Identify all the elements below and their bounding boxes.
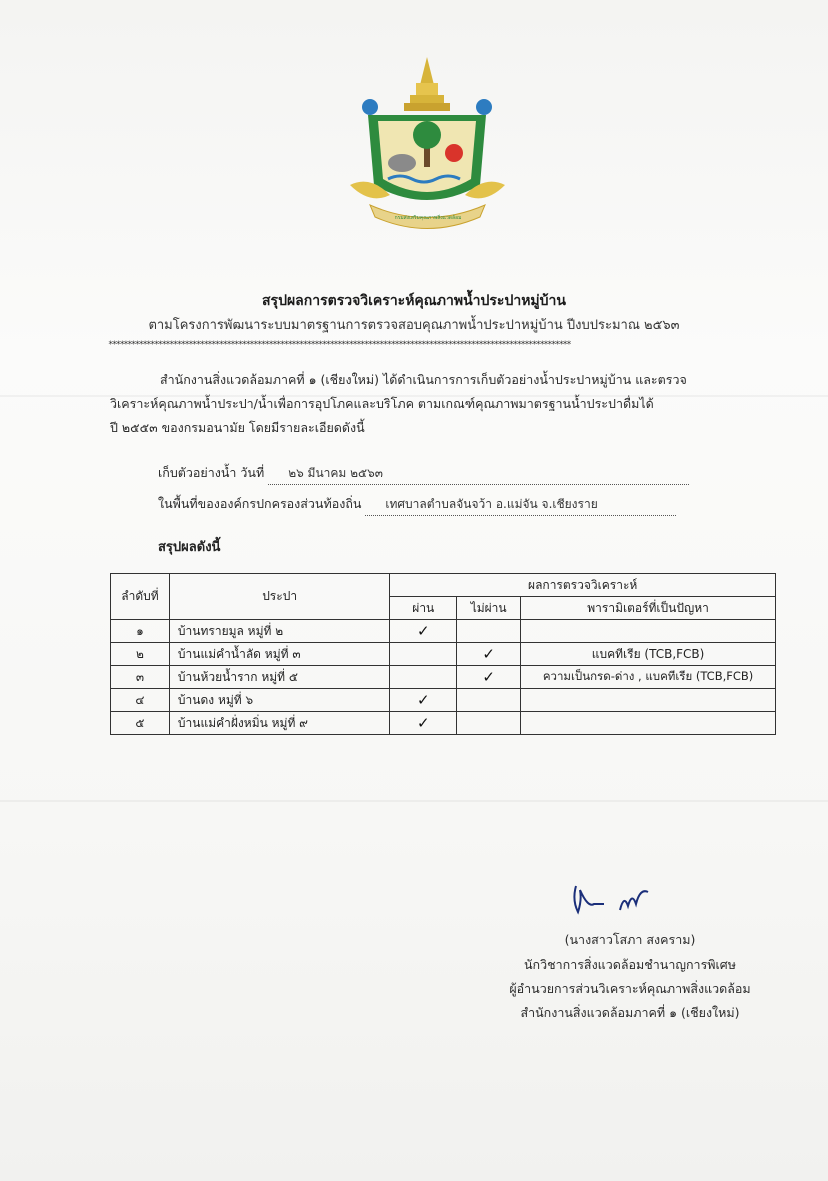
row-param [521, 712, 776, 735]
row-no: ๔ [111, 689, 170, 712]
intro-paragraph [110, 368, 730, 440]
fail-cell [457, 712, 521, 735]
header-supply: ประปา [169, 574, 389, 620]
paper-fold-line [0, 800, 828, 802]
row-supply: บ้านแม่คำฝั่งหมิ่น หมู่ที่ ๙ [169, 712, 389, 735]
check-mark-icon: ✓ [482, 668, 495, 686]
sample-date-row [158, 463, 689, 485]
sample-date-label: เก็บตัวอย่างน้ำ วันที่ [158, 465, 265, 480]
row-no: ๕ [111, 712, 170, 735]
signer-name: (นางสาวโสภา สงคราม) [564, 932, 696, 947]
page-title: สรุปผลการตรวจวิเคราะห์คุณภาพน้ำประปาหมู่บ้าน [262, 293, 566, 309]
emblem-ribbon-text: กรมส่งเสริมคุณภาพสิ่งแวดล้อม [394, 215, 462, 221]
intro-line-3: ปี ๒๕๕๓ ของกรมอนามัย โดยมีรายละเอียดดังนี้ [110, 420, 365, 435]
header-pass: ผ่าน [390, 597, 457, 620]
signer-position-2: ผู้อำนวยการส่วนวิเคราะห์คุณภาพสิ่งแวดล้อม [509, 981, 751, 996]
check-mark-icon: ✓ [416, 691, 430, 709]
row-supply: บ้านทรายมูล หมู่ที่ ๒ [169, 620, 389, 643]
check-mark-icon: ✓ [416, 714, 430, 732]
table-row [111, 712, 776, 735]
row-no: ๓ [111, 666, 170, 689]
row-param: ความเป็นกรด-ด่าง , แบคทีเรีย (TCB,FCB) [521, 666, 776, 689]
sample-area-label: ในพื้นที่ขององค์กรปกครองส่วนท้องถิ่น [158, 496, 362, 511]
sample-date-value: ๒๖ มีนาคม ๒๕๖๓ [268, 464, 689, 485]
row-param [521, 620, 776, 643]
header-param: พารามิเตอร์ที่เป็นปัญหา [521, 597, 776, 620]
check-mark-icon: ✓ [416, 622, 430, 640]
sample-area-value: เทศบาลตำบลจันจว้า อ.แม่จัน จ.เชียงราย [365, 495, 676, 516]
row-param: แบคทีเรีย (TCB,FCB) [521, 643, 776, 666]
intro-line-2: วิเคราะห์คุณภาพน้ำประปา/น้ำเพื่อการอุปโภคและบริโภค ตามเกณฑ์คุณภาพมาตรฐานน้ำประปาดื่มได้ [110, 396, 654, 411]
star-separator: ************************************************************************************************************************* [108, 340, 571, 350]
handwritten-signature [568, 880, 658, 920]
header-no: ลำดับที่ [111, 574, 170, 620]
results-table [110, 573, 776, 735]
page-subtitle: ตามโครงการพัฒนาระบบมาตรฐานการตรวจสอบคุณภาพน้ำประปาหมู่บ้าน ปีงบประมาณ ๒๕๖๓ [148, 318, 680, 333]
department-emblem-icon [340, 55, 515, 230]
table-row [111, 666, 776, 689]
pass-cell [390, 666, 457, 689]
signer-position-3: สำนักงานสิ่งแวดล้อมภาคที่ ๑ (เชียงใหม่) [520, 1005, 740, 1020]
intro-line-1: สำนักงานสิ่งแวดล้อมภาคที่ ๑ (เชียงใหม่) ได้ดำเนินการการเก็บตัวอย่างน้ำประปาหมู่บ้าน และตรวจ [160, 372, 687, 387]
table-row [111, 643, 776, 666]
row-supply: บ้านแม่คำน้ำลัด หมู่ที่ ๓ [169, 643, 389, 666]
header-fail: ไม่ผ่าน [457, 597, 521, 620]
sample-area-row [158, 494, 676, 516]
table-row [111, 689, 776, 712]
row-no: ๑ [111, 620, 170, 643]
pass-cell [390, 643, 457, 666]
summary-heading: สรุปผลดังนี้ [158, 540, 221, 555]
row-param [521, 689, 776, 712]
fail-cell [457, 689, 521, 712]
row-supply: บ้านดง หมู่ที่ ๖ [169, 689, 389, 712]
signer-position-1: นักวิชาการสิ่งแวดล้อมชำนาญการพิเศษ [524, 957, 736, 972]
row-no: ๒ [111, 643, 170, 666]
fail-cell [457, 620, 521, 643]
table-row [111, 620, 776, 643]
check-mark-icon: ✓ [482, 645, 495, 663]
header-results: ผลการตรวจวิเคราะห์ [390, 574, 776, 597]
row-supply: บ้านห้วยน้ำราก หมู่ที่ ๕ [169, 666, 389, 689]
